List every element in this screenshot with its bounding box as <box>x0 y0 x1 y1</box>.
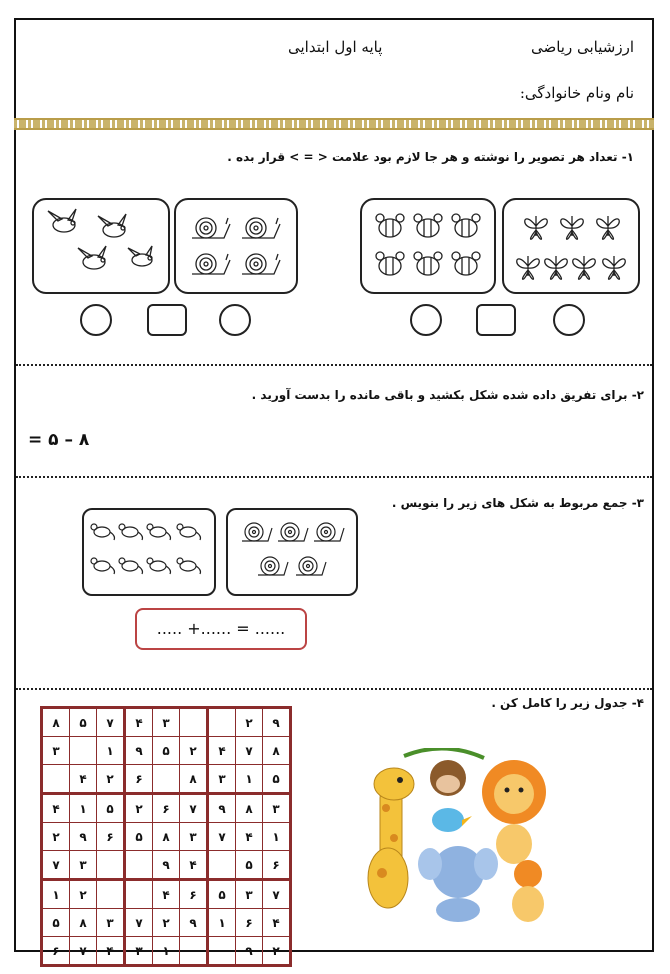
grid-cell: ۱ <box>236 765 263 794</box>
grid-row <box>42 909 291 937</box>
snail-box-2 <box>226 508 358 596</box>
sign-box[interactable] <box>476 304 516 336</box>
grid-cell: ۹ <box>125 737 153 765</box>
grid-cell: ۹ <box>180 909 208 937</box>
grid-cell: ۵ <box>42 909 70 937</box>
question-1-text: ۱- تعداد هر تصویر را نوشته و هر جا لازم بود علامت < = > قرار بده . <box>227 150 634 164</box>
grid-cell: ۴ <box>208 737 236 765</box>
animals-illustration <box>364 748 554 924</box>
grid-cell: ۳ <box>208 765 236 794</box>
grid-row <box>42 823 291 851</box>
grid-cell: ۷ <box>42 851 70 880</box>
sign-box[interactable] <box>147 304 187 336</box>
grid-cell: ۲ <box>180 737 208 765</box>
grid-cell: ۳ <box>70 851 97 880</box>
grid-empty-cell[interactable] <box>70 737 97 765</box>
grid-cell: ۱ <box>97 737 125 765</box>
snail-box-1 <box>174 198 298 294</box>
answer-circle[interactable] <box>410 304 442 336</box>
bird-box <box>32 198 170 294</box>
addition-equation-box[interactable]: ..... +...... = ...... <box>135 608 307 650</box>
grid-cell: ۶ <box>263 851 291 880</box>
bird-icon <box>34 200 168 292</box>
mouse-icon <box>84 510 214 594</box>
elephant-icon <box>418 846 498 922</box>
grid-cell: ۶ <box>97 823 125 851</box>
grid-empty-cell[interactable] <box>208 937 236 966</box>
grid-row <box>42 794 291 823</box>
grid-empty-cell[interactable] <box>125 880 153 909</box>
grid-cell: ۴ <box>97 937 125 966</box>
grid-cell: ۴ <box>236 823 263 851</box>
grid-empty-cell[interactable] <box>208 851 236 880</box>
monkey-icon <box>404 748 484 796</box>
grid-cell: ۳ <box>42 737 70 765</box>
cub-icon <box>512 860 544 922</box>
subtraction-expression: ۸ – ۵ = <box>28 430 90 450</box>
grid-empty-cell[interactable] <box>180 708 208 737</box>
section-divider <box>16 364 652 366</box>
grid-cell: ۲ <box>70 880 97 909</box>
grid-row <box>42 880 291 909</box>
grid-empty-cell[interactable] <box>97 851 125 880</box>
grid-cell: ۲ <box>97 765 125 794</box>
grid-cell: ۷ <box>97 708 125 737</box>
grid-cell: ۸ <box>263 737 291 765</box>
grid-cell: ۴ <box>42 794 70 823</box>
bird-icon <box>432 808 472 832</box>
bee-box <box>360 198 496 294</box>
giraffe-icon <box>368 768 414 908</box>
grid-cell: ۴ <box>70 765 97 794</box>
grid-row <box>42 737 291 765</box>
grid-cell: ۲ <box>263 937 291 966</box>
grid-cell: ۳ <box>180 823 208 851</box>
section-divider <box>16 476 652 478</box>
grid-cell: ۶ <box>180 880 208 909</box>
grid-cell: ۶ <box>236 909 263 937</box>
grid-row <box>42 765 291 794</box>
grid-cell: ۱ <box>208 909 236 937</box>
question-3-text: ۳- جمع مربوط به شکل های زیر را بنویس . <box>391 496 644 510</box>
grid-cell: ۹ <box>70 823 97 851</box>
snail-icon <box>176 200 296 292</box>
subject-title: ارزشیابی ریاضی <box>531 38 634 56</box>
grid-cell: ۸ <box>236 794 263 823</box>
grid-cell: ۸ <box>180 765 208 794</box>
answer-circle[interactable] <box>219 304 251 336</box>
grid-cell: ۵ <box>97 794 125 823</box>
grid-cell: ۵ <box>70 708 97 737</box>
grid-row <box>42 937 291 966</box>
grid-cell: ۳ <box>263 794 291 823</box>
lion-icon <box>482 760 546 864</box>
grid-cell: ۷ <box>125 909 153 937</box>
grid-cell: ۴ <box>263 909 291 937</box>
grid-cell: ۹ <box>153 851 180 880</box>
grid-cell: ۴ <box>180 851 208 880</box>
grid-cell: ۲ <box>42 823 70 851</box>
grid-empty-cell[interactable] <box>153 765 180 794</box>
grid-cell: ۸ <box>70 909 97 937</box>
grid-cell: ۵ <box>153 737 180 765</box>
grid-cell: ۱ <box>42 880 70 909</box>
answer-circle[interactable] <box>80 304 112 336</box>
grid-cell: ۲ <box>125 794 153 823</box>
grid-row <box>42 851 291 880</box>
grid-cell: ۳ <box>153 708 180 737</box>
grid-cell: ۴ <box>153 880 180 909</box>
grid-cell: ۶ <box>42 937 70 966</box>
grid-cell: ۶ <box>125 765 153 794</box>
grid-cell: ۳ <box>97 909 125 937</box>
question-2-text: ۲- برای تفریق داده شده شکل بکشید و باقی مانده را بدست آورید . <box>251 388 644 402</box>
grid-cell: ۳ <box>236 880 263 909</box>
section-divider <box>16 688 652 690</box>
grid-cell: ۴ <box>125 708 153 737</box>
grade-title: پایه اول ابتدایی <box>288 38 383 56</box>
grid-cell: ۱ <box>263 823 291 851</box>
grid-cell: ۷ <box>263 880 291 909</box>
grid-cell: ۳ <box>125 937 153 966</box>
grid-cell: ۲ <box>153 909 180 937</box>
grid-cell: ۷ <box>208 823 236 851</box>
grid-cell: ۹ <box>208 794 236 823</box>
name-label: نام ونام خانوادگی: <box>519 84 634 102</box>
grid-cell: ۵ <box>263 765 291 794</box>
grid-cell: ۷ <box>236 737 263 765</box>
snail-icon <box>228 510 356 594</box>
grid-cell: ۸ <box>42 708 70 737</box>
grid-cell: ۷ <box>180 794 208 823</box>
grid-cell: ۵ <box>236 851 263 880</box>
grid-empty-cell[interactable] <box>208 708 236 737</box>
grid-cell: ۷ <box>70 937 97 966</box>
grid-cell: ۲ <box>236 708 263 737</box>
grid-cell: ۱ <box>70 794 97 823</box>
grid-cell: ۵ <box>208 880 236 909</box>
grid-cell: ۵ <box>125 823 153 851</box>
grid-cell: ۹ <box>236 937 263 966</box>
grid-empty-cell[interactable] <box>125 851 153 880</box>
grid-cell: ۶ <box>153 794 180 823</box>
decorative-border <box>14 118 654 130</box>
butterfly-box <box>502 198 640 294</box>
butterfly-icon <box>504 200 638 292</box>
bee-icon <box>362 200 494 292</box>
grid-empty-cell[interactable] <box>97 880 125 909</box>
grid-row <box>42 708 291 737</box>
sudoku-grid <box>40 706 292 967</box>
grid-empty-cell[interactable] <box>180 937 208 966</box>
mouse-box <box>82 508 216 596</box>
answer-circle[interactable] <box>553 304 585 336</box>
grid-empty-cell[interactable] <box>42 765 70 794</box>
grid-cell: ۸ <box>153 823 180 851</box>
question-4-text: ۴- جدول زیر را کامل کن . <box>491 696 644 710</box>
grid-cell: ۱ <box>153 937 180 966</box>
grid-cell: ۹ <box>263 708 291 737</box>
